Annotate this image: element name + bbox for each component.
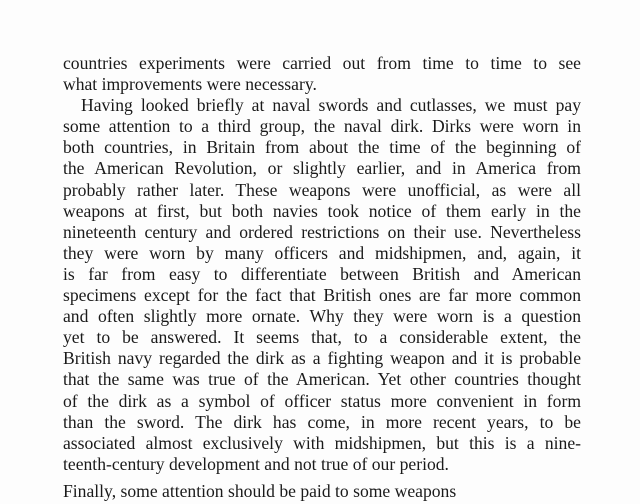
cutoff-text-line bbox=[63, 474, 581, 504]
text-line: British navy regarded the dirk as a fighting weapon and it is probable bbox=[63, 348, 581, 369]
text-line: what improvements were necessary. bbox=[63, 74, 317, 95]
text-line: than the sword. The dirk has come, in more recent years, to be bbox=[63, 411, 581, 432]
cutoff-text: Finally, some attention should be paid to some weapons bbox=[63, 481, 457, 501]
text-line: of the dirk as a symbol of officer status more convenient in form bbox=[63, 390, 581, 411]
text-line: and often slightly more ornate. Why they were worn is a question bbox=[63, 306, 581, 327]
text-line: specimens except for the fact that British ones are far more common bbox=[63, 285, 581, 306]
text-line: nineteenth century and ordered restrictions on their use. Nevertheless bbox=[63, 221, 581, 242]
text-line: countries experiments were carried out from time to time to see bbox=[63, 53, 581, 73]
text-line: both countries, in Britain from about the time of the beginning of bbox=[63, 137, 581, 158]
body-text bbox=[63, 53, 581, 475]
text-line: yet to be answered. It seems that, to a considerable extent, the bbox=[63, 327, 581, 348]
text-line: Having looked briefly at naval swords and cutlasses, we must pay bbox=[81, 95, 581, 116]
text-line: the American Revolution, or slightly earlier, and in America from bbox=[63, 158, 581, 179]
text-line: associated almost exclusively with midshipmen, but this is a nine- bbox=[63, 432, 581, 453]
text-line: probably rather later. These weapons were unofficial, as were all bbox=[63, 179, 581, 200]
text-line: some attention to a third group, the naval dirk. Dirks were worn in bbox=[63, 116, 581, 137]
text-line: is far from easy to differentiate between British and American bbox=[63, 263, 581, 284]
text-line: teenth-century development and not true of our period. bbox=[63, 453, 449, 474]
text-line: weapons at first, but both navies took notice of them early in the bbox=[63, 200, 581, 221]
text-line: that the same was true of the American. Yet other countries thought bbox=[63, 369, 581, 390]
text-line: they were worn by many officers and midshipmen, and, again, it bbox=[63, 242, 581, 263]
